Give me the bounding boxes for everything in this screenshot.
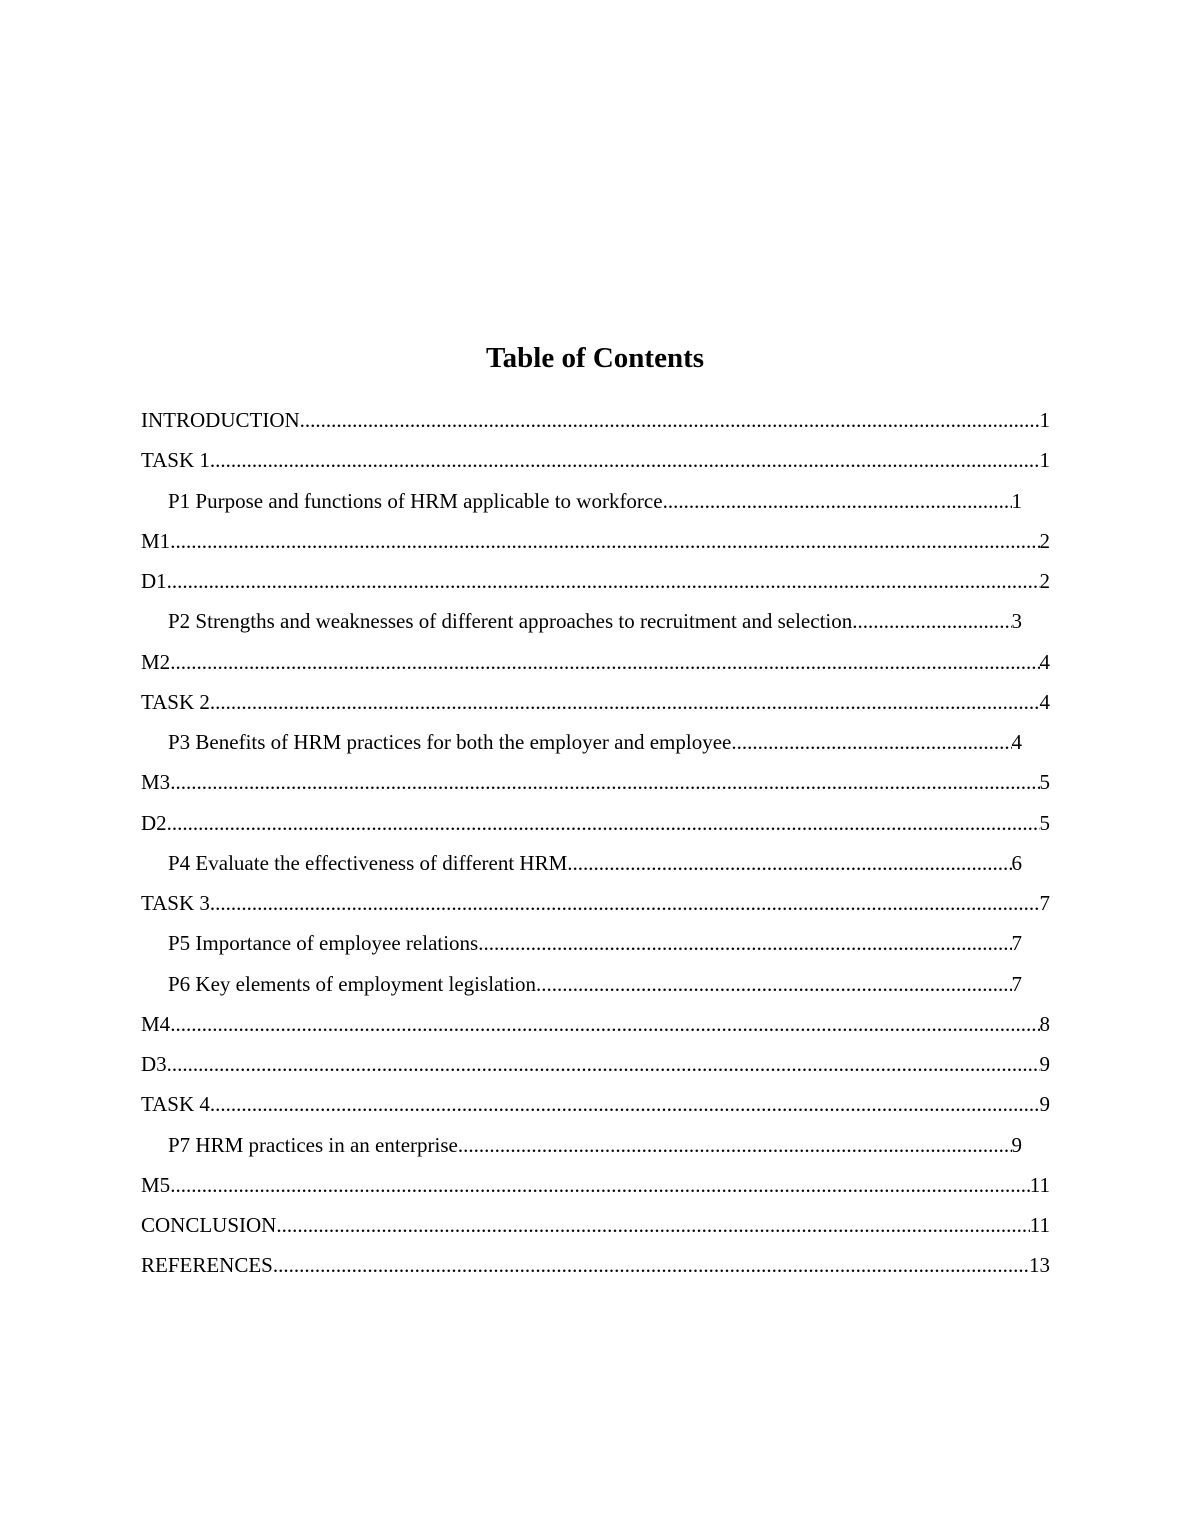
toc-dot-leader [463,1129,1011,1161]
toc-entry-label: M5 [141,1172,171,1197]
toc-entry-page-number: 7 [1011,971,1022,996]
toc-dot-leader [852,605,1011,637]
toc-dot-leader [210,444,1040,476]
toc-entry-label: TASK 3 [141,891,210,915]
toc-entry-page-number: 4 [1039,649,1050,674]
toc-entry[interactable] [141,1209,1050,1249]
toc-entry-page-number: 3 [1011,609,1022,634]
toc-entry-label: CONCLUSION [141,1213,277,1237]
toc-title: Table of Contents [485,342,705,374]
toc-dot-leader [167,807,1040,839]
toc-entry[interactable] [168,847,1022,887]
toc-entry-page-number: 11 [1029,1213,1050,1237]
toc-entry[interactable] [168,485,1022,525]
toc-dot-leader [210,887,1040,919]
toc-dot-leader [167,1048,1040,1080]
toc-entry-label: M2 [141,649,171,674]
toc-dot-leader [170,1169,1030,1201]
toc-entry-label: M4 [141,1011,171,1036]
toc-entry-page-number: 4 [1011,730,1022,754]
toc-entry-label: TASK 4 [141,1092,210,1117]
toc-entry-page-number: 8 [1039,1011,1050,1036]
toc-entry[interactable] [141,646,1050,686]
toc-entry-label: M3 [141,770,171,795]
toc-entry[interactable] [141,807,1050,847]
toc-entry[interactable] [141,1048,1050,1088]
toc-entry-label: D1 [141,569,167,593]
toc-dot-leader [170,1008,1039,1040]
toc-dot-leader [170,646,1039,678]
toc-dot-leader [170,766,1039,798]
toc-entry-page-number: 2 [1039,569,1050,593]
toc-entry[interactable] [141,1169,1050,1209]
toc-dot-leader [210,686,1040,718]
toc-entry[interactable] [168,927,1022,967]
toc-dot-leader [276,1209,1029,1241]
toc-entry-page-number: 9 [1011,1132,1022,1157]
toc-dot-leader [478,927,1011,959]
toc-entry-label: P6 Key elements of employment legislation [168,971,537,996]
toc-entry-label: TASK 2 [141,689,210,714]
toc-entry[interactable] [141,1008,1050,1048]
toc-dot-leader [300,404,1040,436]
toc-entry-page-number: 6 [1011,850,1022,875]
toc-entry-label: REFERENCES [141,1253,273,1278]
toc-entry-page-number: 4 [1039,689,1050,714]
toc-entry-page-number: 5 [1039,770,1050,795]
toc-entry[interactable] [141,1088,1050,1128]
toc-entry[interactable] [141,686,1050,726]
toc-dot-leader [536,968,1011,1000]
toc-entry-page-number: 9 [1039,1052,1050,1076]
toc-entry-label: P7 HRM practices in an enterprise. [168,1132,464,1157]
toc-entry[interactable] [141,1249,1050,1289]
toc-entry[interactable] [168,968,1022,1008]
toc-dot-leader [567,847,1011,879]
toc-entry[interactable] [168,1129,1022,1169]
toc-entry-page-number: 1 [1011,488,1022,513]
toc-entry-label: D3 [141,1052,167,1076]
toc-entry-page-number: 11 [1029,1172,1050,1197]
toc-entry-page-number: 13 [1029,1253,1050,1278]
toc-dot-leader [737,726,1012,758]
toc-entry[interactable] [141,444,1050,484]
toc-entry-label: P2 Strengths and weaknesses of different approaches to recruitment and selection [168,609,853,634]
toc-entry-page-number: 5 [1039,810,1050,835]
toc-dot-leader [210,1088,1040,1120]
toc-entry-label: D2 [141,810,167,835]
toc-entry-page-number: 1 [1039,408,1050,432]
toc-dot-leader [663,485,1012,517]
toc-entry-page-number: 2 [1039,528,1050,553]
toc-entry-label: P5 Importance of employee relations [168,931,479,956]
toc-entry[interactable] [141,565,1050,605]
toc-entry[interactable] [141,404,1050,444]
toc-entry[interactable] [141,525,1050,565]
toc-entry[interactable] [168,726,1022,766]
toc-entry-label: TASK 1 [141,448,210,473]
toc-entry-label: M1 [141,528,171,553]
toc-entry-page-number: 7 [1039,891,1050,915]
toc-entry[interactable] [141,887,1050,927]
toc-entry-page-number: 7 [1011,931,1022,956]
toc-dot-leader [170,525,1039,557]
toc-dot-leader [273,1249,1029,1281]
toc-entry-label: P4 Evaluate the effectiveness of different HRM [168,850,568,875]
toc-entry-label: P3 Benefits of HRM practices for both the employer and employee. [168,730,737,754]
toc-entry[interactable] [141,766,1050,806]
toc-entry-page-number: 9 [1039,1092,1050,1117]
toc-entry-label: INTRODUCTION [141,408,300,432]
toc-list [141,404,1050,1290]
toc-entry[interactable] [168,605,1022,645]
toc-entry-label: P1 Purpose and functions of HRM applicable to workforce [168,488,663,513]
toc-dot-leader [167,565,1040,597]
toc-entry-page-number: 1 [1039,448,1050,473]
